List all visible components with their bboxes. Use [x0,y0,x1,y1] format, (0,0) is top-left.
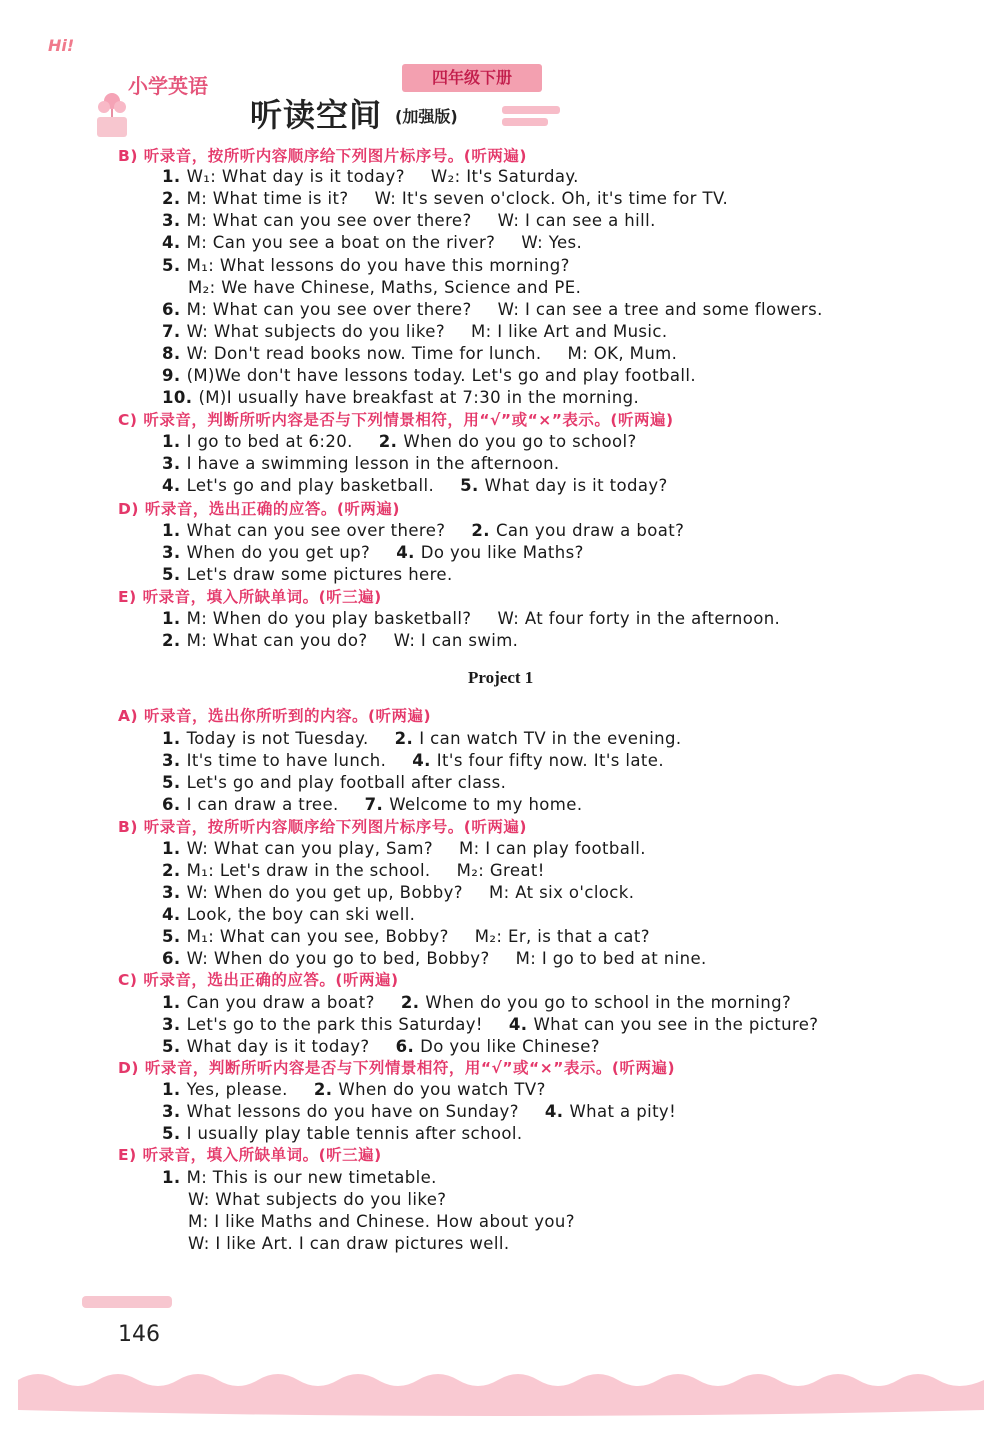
item-text: M: OK, Mum. [567,344,678,363]
item-number: 2. [400,993,420,1012]
item-number: 4. [162,476,181,495]
item-text: M: What can you see over there? [186,211,472,230]
item-text: W: When do you go to bed, Bobby? [186,949,490,968]
item-number: 4. [544,1102,564,1121]
item-text: I usually play table tennis after school. [186,1124,523,1143]
item-number: 3. [162,1015,181,1034]
item-text: Can you draw a boat? [495,521,685,540]
exercise-line [162,211,656,230]
item-number: 3. [162,211,181,230]
item-text: M: I like Art and Music. [470,322,668,341]
item-text: M: I go to bed at nine. [515,949,707,968]
item-text: What day is it today? [484,476,668,495]
item-text: M: I can play football. [459,839,646,858]
item-number: 5. [162,565,181,584]
exercise-line [188,1190,446,1209]
exercise-line [162,1015,818,1034]
item-number: 3. [162,543,181,562]
item-number: 2. [162,189,181,208]
exercise-line [162,1124,522,1143]
item-number: 3. [162,454,181,473]
item-text: W: I like Art. I can draw pictures well. [188,1234,510,1253]
item-number: 6. [162,795,181,814]
item-number: 9. [162,366,181,385]
item-text: Look, the boy can ski well. [186,905,416,924]
item-text: Let's go and play basketball. [186,476,435,495]
item-text: M: At six o'clock. [488,883,635,902]
item-number: 3. [162,883,181,902]
item-text: When do you go to school in the morning? [425,993,792,1012]
exercise-line [162,322,668,341]
exercise-line [162,993,791,1012]
item-text: It's time to have lunch. [186,751,387,770]
section-heading: C) 听录音，判断所听内容是否与下列情景相符，用“√”或“×”表示。(听两遍) [118,411,674,429]
footer-wave-band [18,1360,984,1420]
item-text: M: What time is it? [186,189,349,208]
exercise-line [162,1037,600,1056]
exercise-line [162,839,646,858]
exercise-line [188,1212,575,1231]
item-number: 2. [471,521,490,540]
item-number: 6. [395,1037,415,1056]
exercise-line [188,1234,509,1253]
item-text: W: What subjects do you like? [188,1190,447,1209]
item-number: 1. [162,521,181,540]
page-number: 146 [118,1322,160,1347]
exercise-line [162,521,684,540]
item-number: 1. [162,167,181,186]
item-number: 3. [162,1102,181,1121]
exercise-line [162,432,637,451]
exercise-line [162,883,634,902]
exercise-line [162,751,664,770]
item-text: Welcome to my home. [389,795,583,814]
item-text: M₂: Er, is that a cat? [474,927,650,946]
item-text: When do you go to school? [403,432,637,451]
item-text: Do you like Maths? [420,543,584,562]
exercise-line [162,905,415,924]
exercise-line [162,476,668,495]
exercise-line [162,256,570,275]
exercise-line [162,609,780,628]
series-name: 小学英语 [128,74,208,98]
item-number: 1. [162,729,181,748]
exercise-line [162,233,582,252]
item-text: M₁: Let's draw in the school. [186,861,431,880]
item-text: Let's draw some pictures here. [186,565,453,584]
edition-label: (加强版) [395,107,458,126]
exercise-line [162,189,728,208]
section-heading: A) 听录音，选出你所听到的内容。(听两遍) [118,707,432,725]
exercise-line [162,344,677,363]
exercise-line [162,454,560,473]
item-text: M: When do you play basketball? [186,609,472,628]
item-number: 5. [162,1037,181,1056]
item-text: It's four fifty now. It's late. [436,751,664,770]
book-title: 听读空间 [250,96,383,134]
exercise-line [162,729,682,748]
exercise-line [162,795,582,814]
exercise-line [162,388,639,407]
item-text: W₁: What day is it today? [186,167,405,186]
section-heading: E) 听录音，填入所缺单词。(听三遍) [118,588,382,606]
header-deco-bar [502,106,560,114]
item-number: 4. [412,751,431,770]
item-text: When do you watch TV? [338,1080,546,1099]
item-number: 2. [313,1080,333,1099]
item-text: What can you see over there? [186,521,446,540]
item-number: 4. [162,905,181,924]
item-number: 6. [162,300,181,319]
item-text: W: I can see a tree and some flowers. [497,300,823,319]
item-text: W: Yes. [521,233,583,252]
section-heading: E) 听录音，填入所缺单词。(听三遍) [118,1146,382,1164]
exercise-line [162,927,650,946]
item-text: M: What can you see over there? [186,300,472,319]
hi-badge: Hi! [48,36,75,55]
item-number: 5. [162,773,181,792]
item-text: What day is it today? [186,1037,370,1056]
item-text: W: At four forty in the afternoon. [497,609,781,628]
item-number: 8. [162,344,181,363]
item-text: Can you draw a boat? [186,993,375,1012]
item-text: Yes, please. [186,1080,288,1099]
item-number: 4. [396,543,415,562]
item-number: 2. [162,861,181,880]
item-text: M₂: Great! [456,861,545,880]
item-text: M₂: We have Chinese, Maths, Science and PE. [188,278,582,297]
item-text: Today is not Tuesday. [186,729,369,748]
item-number: 1. [162,609,181,628]
exercise-line [162,565,453,584]
item-number: 3. [162,751,181,770]
item-text: Let's go and play football after class. [186,773,507,792]
exercise-line [162,300,823,319]
item-number: 10. [162,388,193,407]
exercise-line [162,1102,676,1121]
item-number: 5. [162,927,181,946]
item-number: 2. [162,631,181,650]
exercise-line [162,631,518,650]
section-heading: D) 听录音，选出正确的应答。(听两遍) [118,500,401,518]
page-tab-deco [82,1296,172,1308]
item-text: W: What subjects do you like? [186,322,445,341]
item-number: 7. [162,322,181,341]
item-text: W: What can you play, Sam? [186,839,433,858]
item-text: W: I can see a hill. [497,211,656,230]
exercise-line [162,861,545,880]
item-text: W₂: It's Saturday. [430,167,579,186]
item-number: 2. [394,729,414,748]
item-text: W: Don't read books now. Time for lunch. [186,344,542,363]
item-number: 6. [162,949,181,968]
item-text: I can watch TV in the evening. [419,729,682,748]
item-text: Let's go to the park this Saturday! [186,1015,483,1034]
item-number: 7. [364,795,384,814]
item-number: 4. [508,1015,528,1034]
item-text: What can you see in the picture? [533,1015,819,1034]
item-text: (M)I usually have breakfast at 7:30 in the morning. [198,388,640,407]
item-text: I have a swimming lesson in the afternoon. [186,454,560,473]
item-number: 5. [162,256,181,275]
item-number: 4. [162,233,181,252]
section-heading: C) 听录音，选出正确的应答。(听两遍) [118,971,399,989]
item-number: 5. [460,476,479,495]
item-text: I go to bed at 6:20. [186,432,353,451]
section-heading: B) 听录音，按所听内容顺序给下列图片标序号。(听两遍) [118,818,527,836]
item-text: M: What can you do? [186,631,368,650]
item-number: 5. [162,1124,181,1143]
item-text: W: I can swim. [393,631,519,650]
item-number: 1. [162,839,181,858]
item-number: 1. [162,1080,181,1099]
exercise-line [162,167,579,186]
item-text: M: I like Maths and Chinese. How about you? [188,1212,575,1231]
item-text: W: When do you get up, Bobby? [186,883,463,902]
section-heading: B) 听录音，按所听内容顺序给下列图片标序号。(听两遍) [118,147,527,165]
exercise-line [162,949,707,968]
item-text: Do you like Chinese? [420,1037,600,1056]
item-text: W: It's seven o'clock. Oh, it's time for TV. [374,189,729,208]
item-text: M₁: What lessons do you have this morning? [186,256,570,275]
exercise-line [162,773,506,792]
exercise-line [162,543,584,562]
item-text: M₁: What can you see, Bobby? [186,927,449,946]
grade-badge: 四年级下册 [402,64,542,92]
item-text: (M)We don't have lessons today. Let's go and play football. [186,366,697,385]
item-number: 1. [162,432,181,451]
item-number: 2. [378,432,398,451]
item-number: 1. [162,993,181,1012]
section-heading: D) 听录音，判断所听内容是否与下列情景相符，用“√”或“×”表示。(听两遍) [118,1059,676,1077]
exercise-line [188,278,581,297]
item-text: What lessons do you have on Sunday? [186,1102,519,1121]
project-title: Project 1 [468,668,534,687]
item-text: I can draw a tree. [186,795,339,814]
item-text: When do you get up? [186,543,371,562]
page-header [40,30,640,140]
exercise-line [162,1168,437,1187]
exercise-line [162,366,696,385]
item-text: M: Can you see a boat on the river? [186,233,496,252]
item-text: What a pity! [569,1102,677,1121]
item-number: 1. [162,1168,181,1187]
exercise-line [162,1080,546,1099]
item-text: M: This is our new timetable. [186,1168,437,1187]
header-deco-bar [502,118,548,126]
